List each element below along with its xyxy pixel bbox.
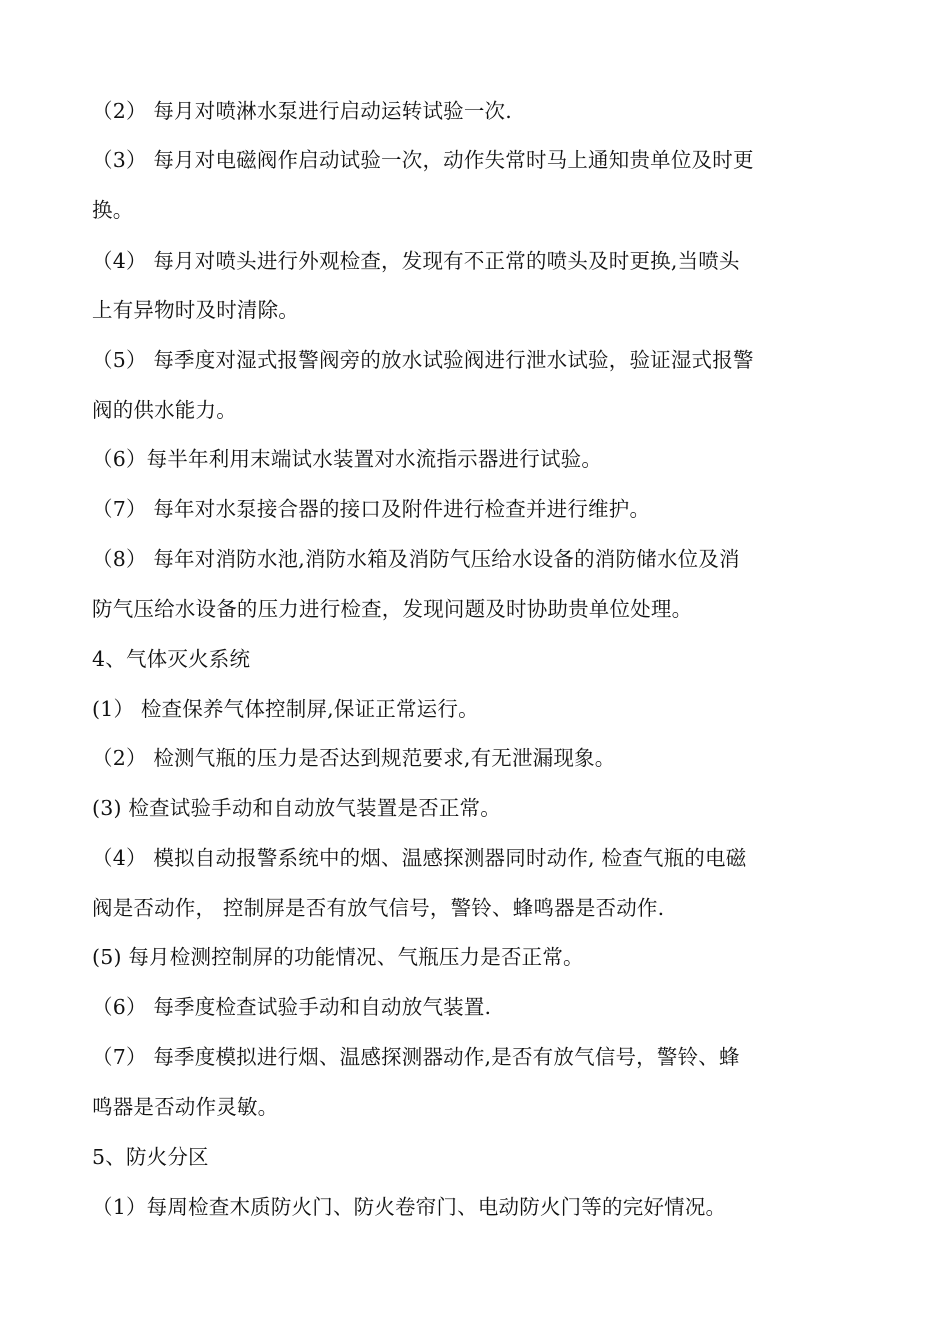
text-line: 阀的供水能力。 <box>92 398 237 422</box>
text-line: （4） 模拟自动报警系统中的烟、温感探测器同时动作, 检查气瓶的电磁 <box>92 846 747 870</box>
text-line: （5） 每季度对湿式报警阀旁的放水试验阀进行泄水试验，验证湿式报警 <box>92 348 754 372</box>
text-line: 换。 <box>92 198 134 222</box>
text-line: 鸣器是否动作灵敏。 <box>92 1095 279 1119</box>
section-heading: 4、气体灭火系统 <box>92 647 251 671</box>
text-line: （3） 每月对电磁阀作启动试验一次，动作失常时马上通知贵单位及时更 <box>92 148 754 172</box>
text-line: (1） 检查保养气体控制屏,保证正常运行。 <box>92 697 479 721</box>
text-line: （7） 每年对水泵接合器的接口及附件进行检查并进行维护。 <box>92 497 651 521</box>
text-line: （6）每半年利用末端试水装置对水流指示器进行试验。 <box>92 447 603 471</box>
text-line: （1）每周检查木质防火门、防火卷帘门、电动防火门等的完好情况。 <box>92 1195 727 1219</box>
text-line: （6） 每季度检查试验手动和自动放气装置. <box>92 995 492 1019</box>
text-line: 上有异物时及时清除。 <box>92 298 299 322</box>
text-line: 阀是否动作， 控制屏是否有放气信号，警铃、蜂鸣器是否动作. <box>92 896 665 920</box>
text-line: （2） 检测气瓶的压力是否达到规范要求,有无泄漏现象。 <box>92 746 616 770</box>
text-line: 防气压给水设备的压力进行检查，发现问题及时协助贵单位处理。 <box>92 597 693 621</box>
text-line: （8） 每年对消防水池,消防水箱及消防气压给水设备的消防储水位及消 <box>92 547 740 571</box>
text-line: (3) 检查试验手动和自动放气装置是否正常。 <box>92 796 501 820</box>
text-line: (5) 每月检测控制屏的功能情况、气瓶压力是否正常。 <box>92 945 584 969</box>
section-heading: 5、防火分区 <box>92 1145 209 1169</box>
text-line: （7） 每季度模拟进行烟、温感探测器动作,是否有放气信号，警铃、蜂 <box>92 1045 740 1069</box>
text-line: （4） 每月对喷头进行外观检查，发现有不正常的喷头及时更换,当喷头 <box>92 249 740 273</box>
text-line: （2） 每月对喷淋水泵进行启动运转试验一次. <box>92 99 512 123</box>
